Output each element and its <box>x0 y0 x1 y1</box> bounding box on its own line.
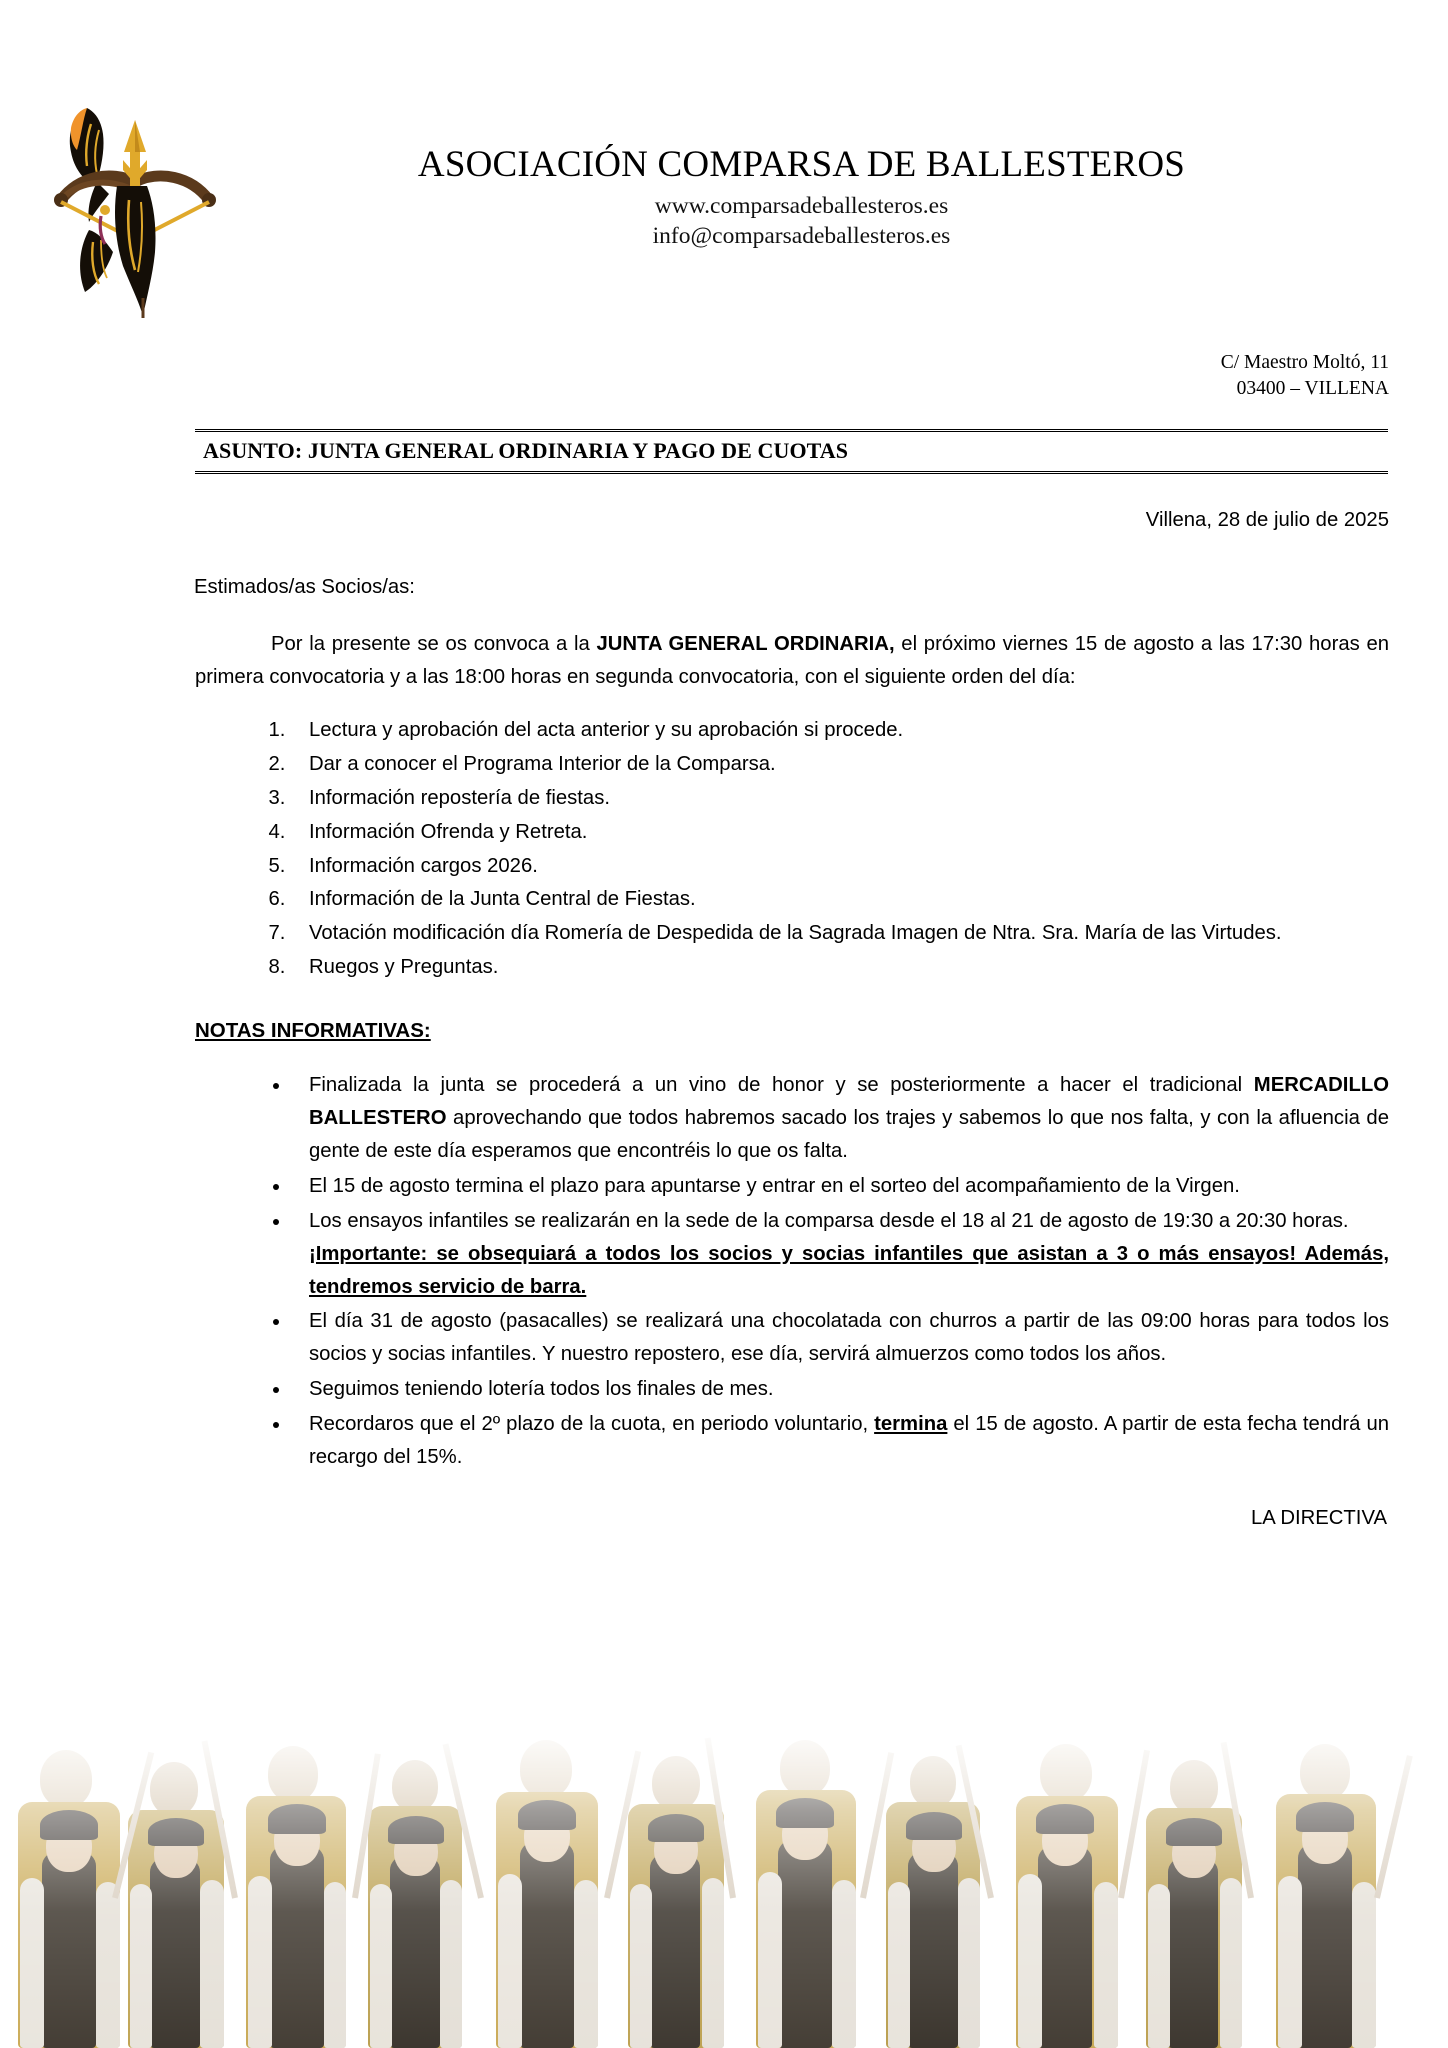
letter-body <box>195 504 1389 1534</box>
note1-bold-mercadillo: MERCADILLO BALLESTERO <box>309 1074 1389 1130</box>
note1-text-2: aprovechando que todos habremos sacado los trajes y sabemos lo que nos falta, y con la afluencia de gente de este día esperamos que encontréis lo que os falta. <box>309 1107 1389 1162</box>
intro-paragraph <box>195 628 1389 694</box>
note6-bold-termina: termina <box>874 1413 948 1435</box>
agenda-item: 3. Información repostería de fiestas. <box>291 782 1389 815</box>
note-item-mercadillo <box>291 1069 1389 1168</box>
logo-container <box>0 86 235 320</box>
note-item-ensayos <box>291 1205 1389 1304</box>
intro-text-2: el próximo viernes 15 de agosto a las 17:30 horas en primera convocatoria y a las 18:00 horas en segunda convocatoria, con el siguiente orden del día: <box>195 633 1390 688</box>
note-item-chocolatada: • El día 31 de agosto (pasacalles) se realizará una chocolatada con churros a partir de las 09:00 horas para todos los socios y socias infantiles. Y nuestro repostero, ese día, servirá almuerzos como todos los años. <box>291 1305 1389 1371</box>
agenda-item: 4. Información Ofrenda y Retreta. <box>291 816 1389 849</box>
letterhead-text <box>235 86 1448 252</box>
organization-email: info@comparsadeballesteros.es <box>652 223 951 250</box>
address-street: C/ Maestro Moltó, 11 <box>1220 352 1389 373</box>
agenda-item: 7. Votación modificación día Romería de Despedida de la Sagrada Imagen de Ntra. Sra. María de las Virtudes. <box>291 917 1389 950</box>
notes-list <box>195 1069 1389 1474</box>
letterhead <box>0 0 1448 320</box>
note6-text-2: el 15 de agosto. A partir de esta fecha tendrá un recargo del 15%. <box>309 1413 1389 1468</box>
agenda-item: 6. Información de la Junta Central de Fiestas. <box>291 883 1389 916</box>
intro-bold-junta: JUNTA GENERAL ORDINARIA, <box>596 633 895 655</box>
address-city: 03400 – VILLENA <box>1236 378 1389 400</box>
note1-text-1: Finalizada la junta se procederá a un vino de honor y se posteriormente a hacer el tradicional <box>309 1074 1254 1097</box>
agenda-item: 2. Dar a conocer el Programa Interior de la Comparsa. <box>291 748 1389 781</box>
subject-bar: ASUNTO: JUNTA GENERAL ORDINARIA Y PAGO DE CUOTAS <box>195 429 1388 474</box>
photo-fade-overlay <box>0 1688 1448 2048</box>
agenda-item: 5. Información cargos 2026. <box>291 850 1389 883</box>
note3-text: Los ensayos infantiles se realizarán en la sede de la comparsa desde el 18 al 21 de agosto de 19:30 a 20:30 horas. <box>309 1209 1349 1232</box>
salutation: Estimados/as Socios/as: <box>194 576 415 599</box>
organization-website: www.comparsadeballesteros.es <box>654 192 949 219</box>
agenda-list <box>195 714 1389 984</box>
footer-photo-band <box>0 1688 1448 2048</box>
date-line: Villena, 28 de julio de 2025 <box>1145 509 1389 532</box>
notes-heading: NOTAS INFORMATIVAS: <box>195 1019 431 1043</box>
postal-address <box>0 350 1448 402</box>
agenda-item: 1. Lectura y aprobación del acta anterior y su aprobación si procede. <box>291 714 1389 747</box>
crowd-photo <box>0 1688 1448 2048</box>
note-item-cuota <box>291 1408 1389 1474</box>
agenda-item: 8. Ruegos y Preguntas. <box>291 951 1389 984</box>
organization-title: ASOCIACIÓN COMPARSA DE BALLESTEROS <box>417 144 1186 185</box>
comparsa-ballesteros-crossbow-emblem-icon <box>43 90 233 320</box>
signature-line: LA DIRECTIVA <box>1251 1506 1387 1529</box>
note3-important: ¡Importante: se obsequiará a todos los socios y socias infantiles que asistan a 3 o más ensayos! Además, tendremos servicio de barra. <box>309 1242 1389 1298</box>
note-item-plazo-sorteo: • El 15 de agosto termina el plazo para apuntarse y entrar en el sorteo del acompañamiento de la Virgen. <box>291 1170 1389 1203</box>
intro-text-1: Por la presente se os convoca a la <box>271 633 597 655</box>
note-item-loteria: • Seguimos teniendo lotería todos los finales de mes. <box>291 1373 1389 1406</box>
note6-text-1: Recordaros que el 2º plazo de la cuota, en periodo voluntario, <box>309 1413 875 1435</box>
